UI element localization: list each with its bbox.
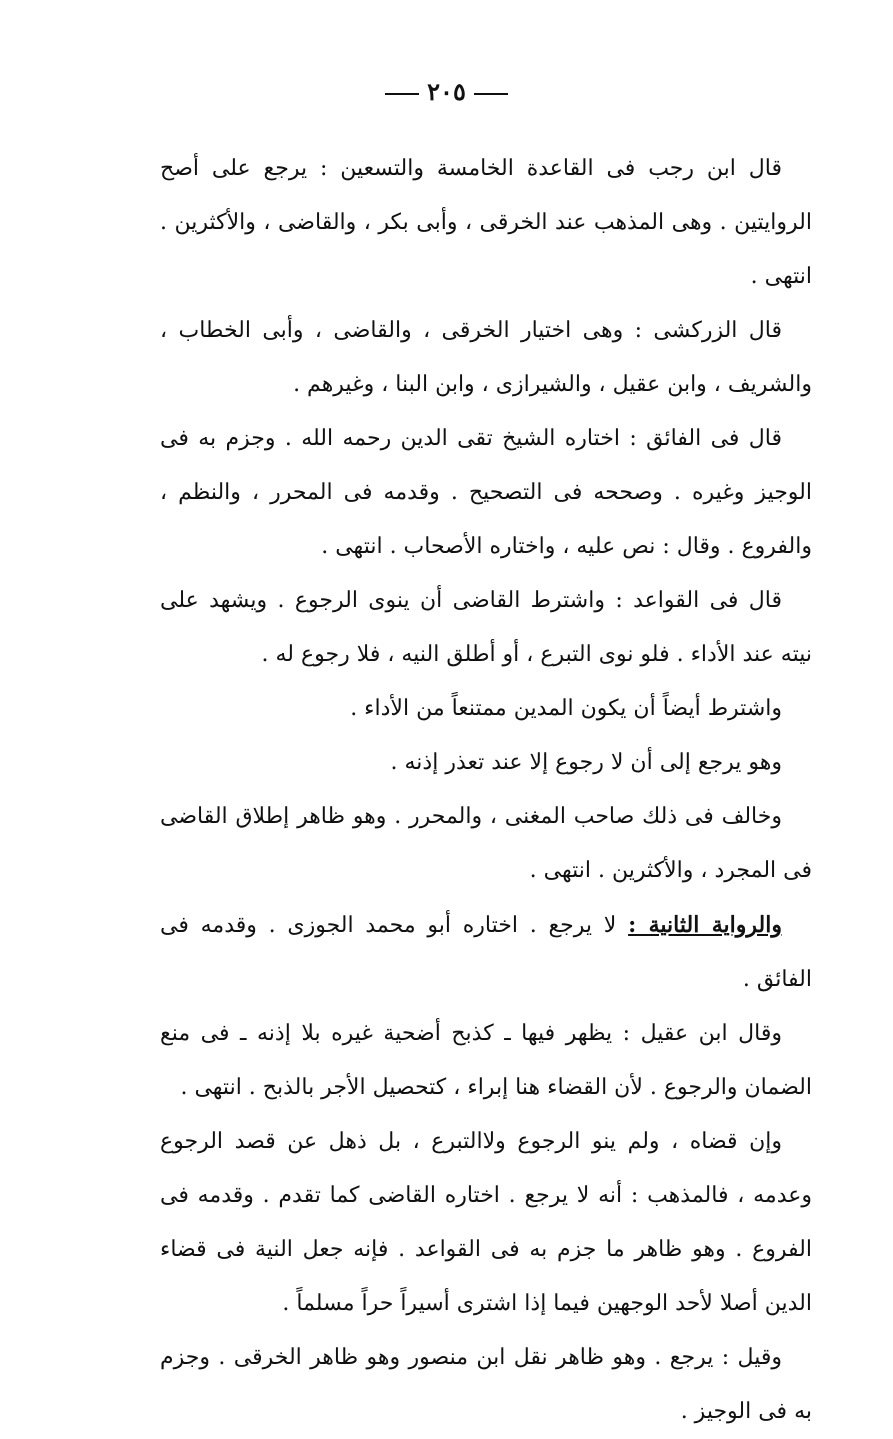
- page-header: [0, 78, 893, 106]
- riwaya-label: والرواية الثانية :: [628, 912, 782, 938]
- paragraph-zarkashi: قال الزركشى : وهى اختيار الخرقى ، والقاضى ، وأبى الخطاب ، والشريف ، وابن عقيل ، والشيرازى ، وابن البنا ، وغيرهم .: [160, 318, 812, 397]
- paragraph-disagreement: وخالف فى ذلك صاحب المغنى ، والمحرر . وهو ظاهر إطلاق القاضى فى المجرد ، والأكثرين . انتهى .: [160, 804, 812, 883]
- header-dash-right: [474, 93, 508, 95]
- paragraph-madhhab: وإن قضاه ، ولم ينو الرجوع ولاالتبرع ، بل ذهل عن قصد الرجوع وعدمه ، فالمذهب : أنه لا يرجع . اختاره القاضى كما تقدم . وقدمه فى الفروع . وهو ظاهر ما جزم به فى القواعد . فإنه جعل النية فى قضاء الدين أصلا لأحد الوجهين فيما إذا اشترى أسيراً حراً مسلماً .: [160, 1129, 812, 1316]
- paragraph-ibn-aqil: وقال ابن عقيل : يظهر فيها ـ كذبح أضحية غيره بلا إذنه ـ فى منع الضمان والرجوع . لأن القضاء هنا إبراء ، كتحصيل الأجر بالذبح . انتهى .: [160, 1021, 812, 1100]
- paragraph-qawaid: قال فى القواعد : واشترط القاضى أن ينوى الرجوع . ويشهد على نيته عند الأداء . فلو نوى التبرع ، أو أطلق النيه ، فلا رجوع له .: [160, 588, 812, 667]
- header-dash-left: [385, 93, 419, 95]
- paragraph-condition: واشترط أيضاً أن يكون المدين ممتنعاً من الأداء .: [350, 696, 782, 721]
- paragraph-qil: وقيل : يرجع . وهو ظاهر نقل ابن منصور وهو ظاهر الخرقى . وجزم به فى الوجيز .: [160, 1345, 812, 1424]
- page-number: ٢٠٥: [427, 77, 466, 106]
- paragraph-ibn-rajab: قال ابن رجب فى القاعدة الخامسة والتسعين : يرجع على أصح الروايتين . وهى المذهب عند الخرقى ، وأبى بكر ، والقاضى ، والأكثرين . انتهى .: [160, 156, 812, 289]
- paragraph-return: وهو يرجع إلى أن لا رجوع إلا عند تعذر إذنه .: [390, 750, 782, 775]
- page-body: [160, 142, 812, 1439]
- paragraph-second-riwaya: [160, 898, 812, 1007]
- riwaya-text: لا يرجع . اختاره أبو محمد الجوزى . وقدمه فى الفائق .: [160, 913, 812, 992]
- paragraph-faiq: قال فى الفائق : اختاره الشيخ تقى الدين رحمه الله . وجزم به فى الوجيز وغيره . وصححه فى التصحيح . وقدمه فى المحرر ، والنظم ، والفروع . وقال : نص عليه ، واختاره الأصحاب . انتهى .: [160, 426, 812, 559]
